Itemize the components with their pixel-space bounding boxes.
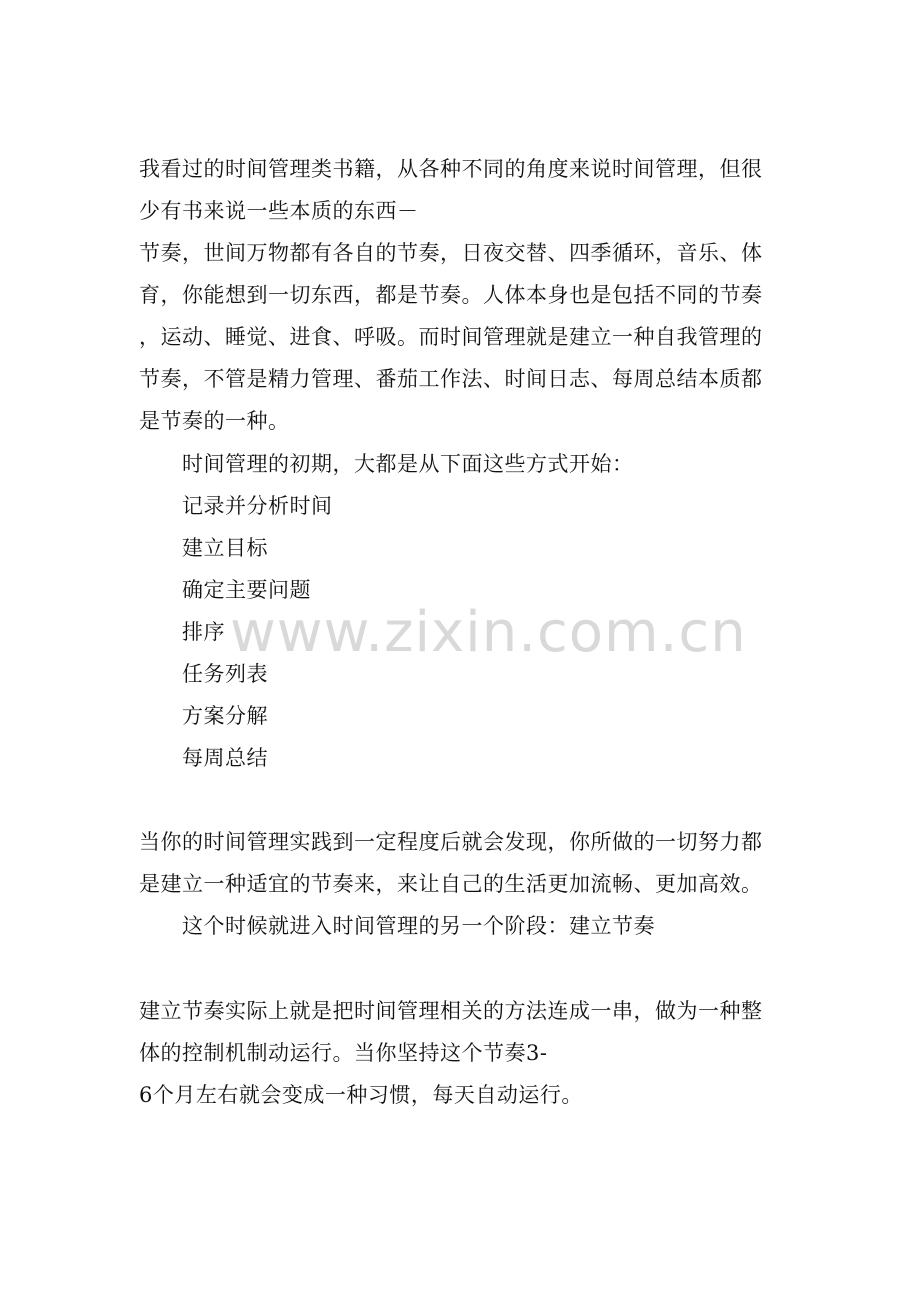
paragraph-2-line-1: 节奏，世间万物都有各自的节奏，日夜交替、四季循环，音乐、体 [139, 241, 763, 265]
watermark: www.zixin.com.cn [230, 600, 747, 665]
paragraph-2-line-3: ，运动、睡觉、进食、呼吸。而时间管理就是建立一种自我管理的 [139, 325, 763, 349]
method-item: 建立目标 [182, 536, 268, 560]
paragraph-2-line-2: 育，你能想到一切东西，都是节奏。人体本身也是包括不同的节奏 [139, 283, 763, 307]
intro-line: 时间管理的初期，大都是从下面这些方式开始： [182, 452, 634, 476]
method-item: 排序 [182, 620, 225, 644]
method-item: 确定主要问题 [182, 578, 311, 602]
paragraph-1-line-2: 少有书来说一些本质的东西－ [139, 199, 419, 223]
paragraph-1-line-1: 我看过的时间管理类书籍，从各种不同的角度来说时间管理，但很 [139, 157, 763, 181]
paragraph-4-line-2: 体的控制机制动运行。当你坚持这个节奏3- [139, 1041, 548, 1065]
paragraph-3-line-2: 是建立一种适宜的节奏来，来让自己的生活更加流畅、更加高效。 [139, 872, 763, 896]
paragraph-3-line-1: 当你的时间管理实践到一定程度后就会发现，你所做的一切努力都 [139, 830, 763, 854]
method-item: 任务列表 [182, 662, 268, 686]
paragraph-2-line-4: 节奏，不管是精力管理、番茄工作法、时间日志、每周总结本质都 [139, 367, 763, 391]
method-item: 记录并分析时间 [182, 494, 333, 518]
method-item: 方案分解 [182, 704, 268, 728]
paragraph-4-line-3: 6个月左右就会变成一种习惯，每天自动运行。 [139, 1083, 583, 1107]
paragraph-4-line-1: 建立节奏实际上就是把时间管理相关的方法连成一串，做为一种整 [139, 999, 763, 1023]
paragraph-2-line-5: 是节奏的一种。 [139, 409, 290, 433]
stage-line: 这个时候就进入时间管理的另一个阶段：建立节奏 [182, 914, 655, 938]
method-item: 每周总结 [182, 746, 268, 770]
